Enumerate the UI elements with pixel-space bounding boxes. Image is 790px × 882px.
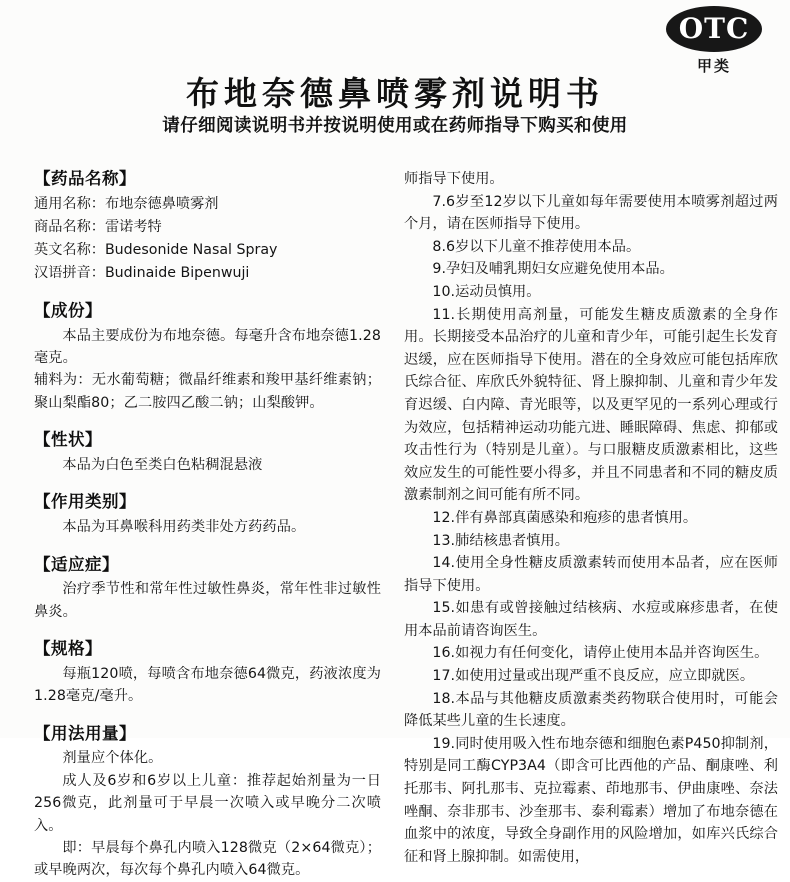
pinyin-row	[34, 262, 381, 285]
section-heading-indications: 【适应症】	[34, 554, 119, 574]
precaution-item: 18.本品与其他糖皮质激素类药物联合使用时，可能会降低某些儿童的生长速度。	[404, 690, 778, 730]
specification-text: 每瓶120喷，每喷含布地奈德64微克，药液浓度为1.28毫克/毫升。	[34, 665, 381, 705]
ingredients-main-text: 本品主要成份为布地奈德。每毫升含布地奈德1.28毫克。	[34, 327, 381, 366]
precaution-item: 12.伴有鼻部真菌感染和疱疹的患者慎用。	[432, 509, 698, 526]
indications-text: 治疗季节性和常年性过敏性鼻炎，常年性非过敏性鼻炎。	[34, 581, 381, 620]
generic-name-value: 布地奈德鼻喷雾剂	[104, 195, 219, 212]
precaution-item: 17.如使用过量或出现严重不良反应，应立即就医。	[432, 668, 755, 685]
trade-name-key: 商品名称：	[34, 218, 105, 235]
english-name-key: 英文名称：	[34, 241, 105, 258]
precaution-continued-line: 师指导下使用。	[404, 171, 504, 187]
precaution-item: 9.孕妇及哺乳期妇女应避免使用本品。	[432, 261, 674, 278]
spacer	[34, 414, 381, 429]
precaution-item: 7.6岁至12岁以下儿童如每年需要使用本喷雾剂超过两个月，请在医师指导下使用。	[404, 193, 778, 233]
spacer	[34, 539, 381, 554]
otc-category-label: 甲类	[696, 57, 731, 75]
section-properties	[34, 429, 381, 476]
english-name-value: Budesonide Nasal Spray	[104, 241, 278, 258]
otc-badge	[660, 6, 768, 76]
page-subtitle: 请仔细阅读说明书并按说明使用或在药师指导下购买和使用	[162, 116, 628, 136]
section-heading-category: 【作用类别】	[34, 492, 136, 512]
pinyin-value: Budinaide Bipenwuji	[104, 264, 250, 281]
generic-name-row	[34, 193, 381, 216]
trade-name-value: 雷诺考特	[104, 218, 162, 235]
properties-text: 本品为白色至类白色粘稠混悬液	[62, 456, 263, 473]
page-title: 布地奈德鼻喷雾剂说明书	[186, 74, 604, 113]
section-specification	[34, 638, 381, 708]
pinyin-key: 汉语拼音：	[34, 264, 105, 281]
dosage-paragraph-3: 即：早晨每个鼻孔内喷入128微克（2×64微克）；或早晚两次，每次每个鼻孔内喷入64微克。	[34, 840, 381, 879]
precaution-item: 16.如视力有任何变化，请停止使用本品并咨询医生。	[432, 645, 769, 662]
otc-mark: OTC	[666, 6, 762, 52]
section-heading-specification: 【规格】	[34, 639, 102, 659]
precaution-item: 13.肺结核患者慎用。	[432, 532, 570, 549]
spacer	[34, 623, 381, 638]
section-heading-drug-name: 【药品名称】	[34, 169, 136, 188]
precaution-item: 15.如患有或曾接触过结核病、水痘或麻疹患者，在使用本品前请咨询医生。	[404, 600, 778, 639]
precaution-item: 19.同时使用吸入性布地奈德和细胞色素P450抑制剂，特别是同工酶CYP3A4（即含可比西他的产品、酮康唑、利托那韦、阿扎那韦、克拉霉素、茚地那韦、伊曲康唑、奈法唑酮、奈非那韦、沙奎那韦、泰利霉素）增加了布地奈德在血浆中的浓度，导致全身副作用的风险增加，如库兴氏综合征和肾上腺抑制。如需使用，	[404, 735, 778, 865]
precaution-item: 8.6岁以下儿童不推荐使用本品。	[432, 238, 641, 255]
dosage-paragraph-1: 剂量应个体化。	[62, 750, 163, 767]
category-text: 本品为耳鼻喉科用药类非处方药药品。	[62, 519, 306, 536]
precaution-item: 11.长期使用高剂量，可能发生糖皮质激素的全身作用。长期接受本品治疗的儿童和青少年，可能引起生长发育迟缓，应在医师指导下使用。潜在的全身效应可能包括库欣氏综合征、库欣氏外貌特征、肾上腺抑制、儿童和青少年发育迟缓、白内障、青光眼等，以及更罕见的一系列心理或行为效应，包括精神运动功能亢进、睡眠障碍、焦虑、抑郁或攻击性行为（特别是儿童）。与口服糖皮质激素相比，这些效应发生的可能性要小得多，并且不同患者和不同的糖皮质激素制剂之间可能有所不同。	[404, 306, 778, 504]
trade-name-row	[34, 216, 381, 239]
section-drug-name	[34, 168, 381, 285]
section-ingredients	[34, 300, 381, 414]
section-heading-properties: 【性状】	[34, 430, 102, 450]
spacer	[34, 708, 381, 723]
section-dosage	[34, 723, 381, 882]
section-indications	[34, 554, 381, 624]
precaution-item: 14.使用全身性糖皮质激素转而使用本品者，应在医师指导下使用。	[404, 555, 778, 594]
section-heading-dosage: 【用法用量】	[34, 723, 136, 743]
spacer	[34, 476, 381, 491]
precaution-item: 10.运动员慎用。	[432, 283, 541, 300]
right-column	[395, 168, 790, 868]
document-body	[0, 168, 790, 879]
spacer	[34, 285, 381, 300]
generic-name-key: 通用名称：	[34, 195, 105, 212]
left-column	[0, 168, 395, 882]
ingredients-excipients-text: 辅料为：无水葡萄糖；微晶纤维素和羧甲基纤维素钠；聚山梨酯80；乙二胺四乙酸二钠；山梨酸钾。	[34, 372, 381, 411]
english-name-row	[34, 239, 381, 262]
dosage-paragraph-2: 成人及6岁和6岁以上儿童：推荐起始剂量为一日256微克，此剂量可于早晨一次喷入或早晚分二次喷入。	[34, 772, 381, 834]
section-category	[34, 491, 381, 538]
section-heading-ingredients: 【成份】	[34, 300, 102, 320]
